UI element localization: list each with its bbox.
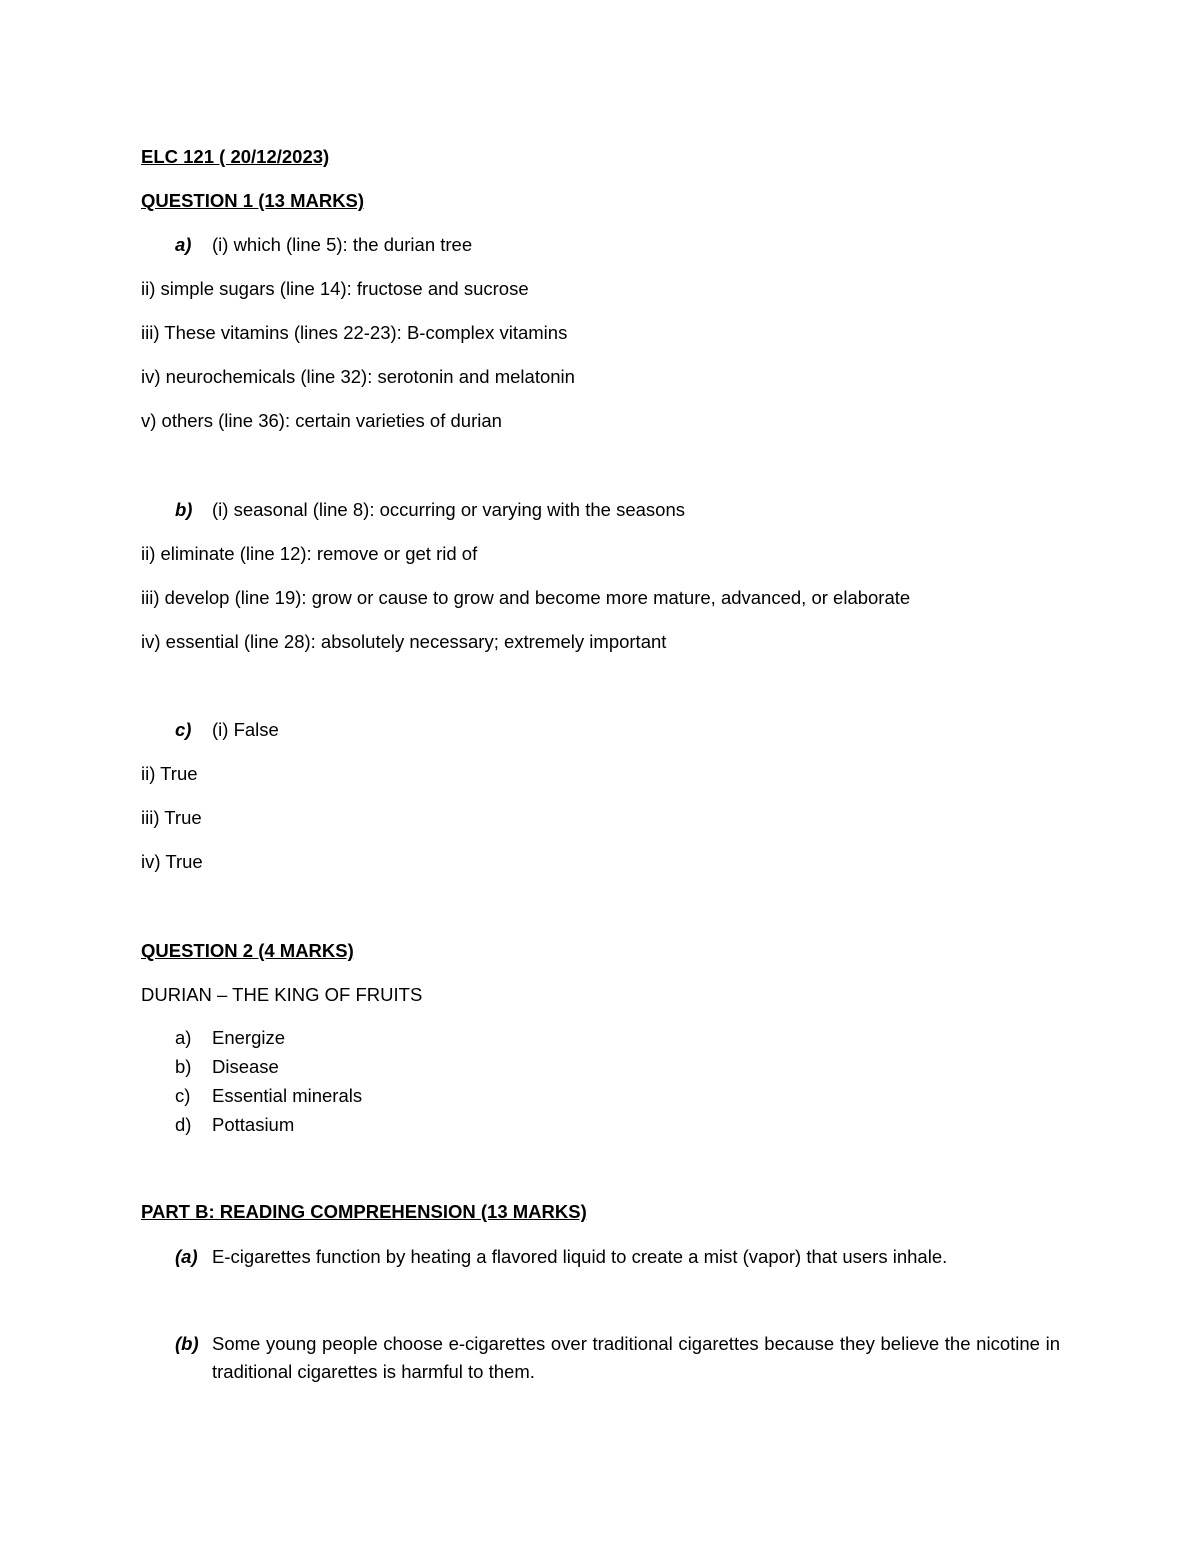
- q1-c-item-iii: iii) True: [141, 807, 202, 828]
- q1-a-item-i: (i) which (line 5): the durian tree: [212, 234, 473, 255]
- question-1-heading: QUESTION 1 (13 MARKS): [141, 190, 365, 211]
- q1-b-label: b): [175, 499, 193, 520]
- list-text: Essential minerals: [212, 1085, 363, 1106]
- list-item: [175, 1026, 285, 1050]
- part-b-label-a: (a): [175, 1246, 198, 1267]
- list-text: Pottasium: [212, 1114, 295, 1135]
- part-b-text-b: Some young people choose e-cigarettes over traditional cigarettes because they believe the nicotine in traditional cigarettes is harmful to them.: [212, 1333, 1060, 1382]
- q1-c-first: [175, 718, 279, 742]
- q1-b-item-iii: iii) develop (line 19): grow or cause to grow and become more mature, advanced, or elaborate: [141, 587, 911, 608]
- question-2-heading: QUESTION 2 (4 MARKS): [141, 940, 354, 961]
- q1-a-item-v: v) others (line 36): certain varieties of durian: [141, 410, 502, 431]
- list-marker: d): [175, 1114, 192, 1135]
- question-2-subtitle: DURIAN – THE KING OF FRUITS: [141, 984, 423, 1005]
- q1-a-item-iii: iii) These vitamins (lines 22-23): B-complex vitamins: [141, 322, 568, 343]
- q1-a-item-iv: iv) neurochemicals (line 32): serotonin and melatonin: [141, 366, 575, 387]
- q1-b-item-iv: iv) essential (line 28): absolutely necessary; extremely important: [141, 631, 667, 652]
- part-b-item-b: [175, 1330, 1060, 1386]
- list-item: [175, 1084, 362, 1108]
- q1-a-item-ii: ii) simple sugars (line 14): fructose and sucrose: [141, 278, 529, 299]
- q1-a-first: [175, 233, 472, 257]
- q1-b-item-i: (i) seasonal (line 8): occurring or varying with the seasons: [212, 499, 685, 520]
- list-marker: c): [175, 1085, 191, 1106]
- list-marker: a): [175, 1027, 192, 1048]
- list-marker: b): [175, 1056, 192, 1077]
- part-b-item-a: [175, 1243, 1060, 1271]
- q1-b-first: [175, 498, 685, 522]
- q1-a-label: a): [175, 234, 192, 255]
- part-b-text-a: E-cigarettes function by heating a flavored liquid to create a mist (vapor) that users inhale.: [212, 1246, 948, 1267]
- list-item: [175, 1055, 279, 1079]
- q1-c-item-iv: iv) True: [141, 851, 203, 872]
- document-title: ELC 121 ( 20/12/2023): [141, 146, 330, 167]
- q1-c-item-i: (i) False: [212, 719, 279, 740]
- list-item: [175, 1113, 294, 1137]
- q1-c-label: c): [175, 719, 192, 740]
- q1-c-item-ii: ii) True: [141, 763, 198, 784]
- list-text: Energize: [212, 1027, 286, 1048]
- part-b-label-b: (b): [175, 1333, 199, 1354]
- part-b-heading: PART B: READING COMPREHENSION (13 MARKS): [141, 1201, 587, 1222]
- q1-b-item-ii: ii) eliminate (line 12): remove or get rid of: [141, 543, 478, 564]
- list-text: Disease: [212, 1056, 279, 1077]
